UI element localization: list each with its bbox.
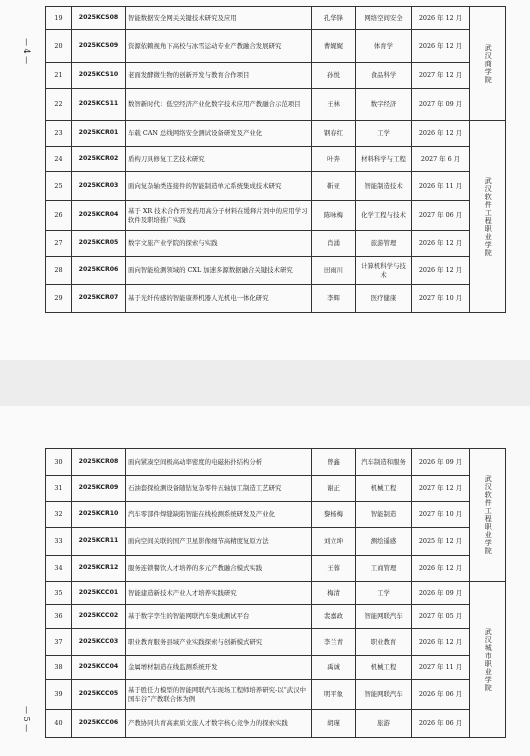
row-number: 30 xyxy=(46,449,72,476)
project-code: 2025KCR11 xyxy=(72,528,126,556)
project-code: 2025KCR10 xyxy=(72,502,126,528)
completion-date: 2026 年 06 月 xyxy=(412,680,470,710)
discipline: 智能制造技术 xyxy=(356,172,412,201)
table-row xyxy=(46,89,506,121)
table-row xyxy=(46,257,506,285)
discipline: 化学工程与技术 xyxy=(356,201,412,231)
project-code: 2025KCC05 xyxy=(72,680,126,710)
project-title: 盾构刀具修复工艺技术研究 xyxy=(126,147,312,172)
project-code: 2025KCS08 xyxy=(72,7,126,30)
project-code: 2025KCR05 xyxy=(72,231,126,257)
project-title: 基于 XR 技术合作开发药用高分子材料在缓释片剂中的应用学习软件及职培推广实践 xyxy=(126,201,312,231)
row-number: 26 xyxy=(46,201,72,231)
completion-date: 2027 年 05 月 xyxy=(412,605,470,629)
project-title: 数字文旅产业学院的探索与实践 xyxy=(126,231,312,257)
project-table-bottom xyxy=(45,448,506,738)
completion-date: 2027 年 10 月 xyxy=(412,285,470,313)
project-title: 基于胜任力模型的智能网联汽车现场工程师培养研究-以“武汉中国车谷”产教联合体为例 xyxy=(126,680,312,710)
project-title: 老面发酵微生物的创新开发与教育合作项目 xyxy=(126,63,312,89)
completion-date: 2026 年 12 月 xyxy=(412,629,470,656)
project-title: 面向空间关联的国产卫星影像细节高精度复原方法 xyxy=(126,528,312,556)
project-title: 数智新时代：低空经济产业化数字技术应用产教融合示范项目 xyxy=(126,89,312,121)
row-number: 19 xyxy=(46,7,72,30)
table-row xyxy=(46,231,506,257)
discipline: 测绘遥感 xyxy=(356,528,412,556)
row-number: 23 xyxy=(46,121,72,147)
project-title: 产教协同共育高素质文旅人才数字核心竞争力的探索实践 xyxy=(126,710,312,738)
discipline: 材料科学与工程 xyxy=(356,147,412,172)
completion-date: 2026 年 09 月 xyxy=(412,582,470,605)
table-row xyxy=(46,710,506,738)
school-name: 武汉软件工程职业学院 xyxy=(470,449,506,582)
row-number: 39 xyxy=(46,680,72,710)
table-row xyxy=(46,449,506,476)
project-leader: 靳亚 xyxy=(312,172,356,201)
school-name: 武汉软件工程职业学院 xyxy=(470,121,506,313)
completion-date: 2026 年 11 月 xyxy=(412,172,470,201)
project-title: 金属增材制造在线监测系统开发 xyxy=(126,656,312,680)
discipline: 网络空间安全 xyxy=(356,7,412,30)
project-code: 2025KCC03 xyxy=(72,629,126,656)
table-row xyxy=(46,63,506,89)
completion-date: 2027 年 10 月 xyxy=(412,502,470,528)
completion-date: 2026 年 12 月 xyxy=(412,121,470,147)
table-row xyxy=(46,121,506,147)
discipline: 智能网联汽车 xyxy=(356,680,412,710)
project-title: 职业教育服务县域产业实践探索与创新模式研究 xyxy=(126,629,312,656)
page-gap xyxy=(0,360,530,406)
completion-date: 2027 年 12 月 xyxy=(412,476,470,502)
completion-date: 2027 年 6 月 xyxy=(412,147,470,172)
row-number: 20 xyxy=(46,30,72,63)
discipline: 工学 xyxy=(356,121,412,147)
project-leader: 田雨川 xyxy=(312,257,356,285)
project-title: 车载 CAN 总线网络安全测试设备研发及产业化 xyxy=(126,121,312,147)
page-number: — 5 — xyxy=(22,706,31,733)
discipline: 体育学 xyxy=(356,30,412,63)
project-title: 汽车零部件焊缝缺陷智能在线检测系统研发及产业化 xyxy=(126,502,312,528)
project-leader: 钢春红 xyxy=(312,121,356,147)
project-leader: 禹诚 xyxy=(312,656,356,680)
completion-date: 2027 年 12 月 xyxy=(412,63,470,89)
discipline: 智能网联汽车 xyxy=(356,605,412,629)
table-row xyxy=(46,556,506,582)
completion-date: 2026 年 09 月 xyxy=(412,449,470,476)
school-name: 武汉城市职业学院 xyxy=(470,582,506,738)
table-row xyxy=(46,172,506,201)
table-row xyxy=(46,201,506,231)
project-title: 服务连锁餐饮人才培养的多元产教融合模式实践 xyxy=(126,556,312,582)
table-row xyxy=(46,30,506,63)
completion-date: 2026 年 06 月 xyxy=(412,710,470,738)
table-row xyxy=(46,502,506,528)
table-row xyxy=(46,7,506,30)
table-row xyxy=(46,629,506,656)
row-number: 35 xyxy=(46,582,72,605)
project-leader: 黎杨梅 xyxy=(312,502,356,528)
project-title: 基于光纤传感的智能康养机器人光机电一体化研究 xyxy=(126,285,312,313)
project-code: 2025KCR08 xyxy=(72,449,126,476)
top-page xyxy=(0,0,530,360)
discipline: 医疗健康 xyxy=(356,285,412,313)
row-number: 32 xyxy=(46,502,72,528)
discipline: 计算机科学与技术 xyxy=(356,257,412,285)
table-row xyxy=(46,528,506,556)
row-number: 24 xyxy=(46,147,72,172)
project-table-top xyxy=(45,6,506,313)
table-row xyxy=(46,476,506,502)
discipline: 工学 xyxy=(356,582,412,605)
discipline: 机械工程 xyxy=(356,656,412,680)
project-code: 2025KCC04 xyxy=(72,656,126,680)
project-leader: 刘立坤 xyxy=(312,528,356,556)
row-number: 22 xyxy=(46,89,72,121)
project-title: 资源依赖视角下高校与冰雪运动专业产教融合发展研究 xyxy=(126,30,312,63)
table-row xyxy=(46,147,506,172)
project-code: 2025KCC02 xyxy=(72,605,126,629)
project-code: 2025KCR07 xyxy=(72,285,126,313)
discipline: 智能制造 xyxy=(356,502,412,528)
project-title: 智能建造新技术产业人才培养实践研究 xyxy=(126,582,312,605)
table-row xyxy=(46,605,506,629)
completion-date: 2026 年 12 月 xyxy=(412,231,470,257)
project-code: 2025KCR02 xyxy=(72,147,126,172)
discipline: 食品科学 xyxy=(356,63,412,89)
project-code: 2025KCR01 xyxy=(72,121,126,147)
project-code: 2025KCS11 xyxy=(72,89,126,121)
project-leader: 陈咏梅 xyxy=(312,201,356,231)
project-leader: 梅清 xyxy=(312,582,356,605)
project-leader: 孙悦 xyxy=(312,63,356,89)
completion-date: 2027 年 11 月 xyxy=(412,656,470,680)
completion-date: 2027 年 09 月 xyxy=(412,89,470,121)
project-leader: 谢正 xyxy=(312,476,356,502)
project-code: 2025KCS09 xyxy=(72,30,126,63)
completion-date: 2025 年 12 月 xyxy=(412,528,470,556)
row-number: 38 xyxy=(46,656,72,680)
completion-date: 2026 年 12 月 xyxy=(412,556,470,582)
completion-date: 2026 年 12 月 xyxy=(412,257,470,285)
project-leader: 孔华锋 xyxy=(312,7,356,30)
project-code: 2025KCR04 xyxy=(72,201,126,231)
discipline: 数字经济 xyxy=(356,89,412,121)
row-number: 27 xyxy=(46,231,72,257)
row-number: 31 xyxy=(46,476,72,502)
table-row xyxy=(46,680,506,710)
row-number: 21 xyxy=(46,63,72,89)
project-title: 基于数字孪生的智能网联汽车集成测试平台 xyxy=(126,605,312,629)
project-leader: 肖涌 xyxy=(312,231,356,257)
row-number: 25 xyxy=(46,172,72,201)
row-number: 33 xyxy=(46,528,72,556)
table-row xyxy=(46,285,506,313)
completion-date: 2027 年 06 月 xyxy=(412,201,470,231)
table-row xyxy=(46,582,506,605)
discipline: 旅游管理 xyxy=(356,231,412,257)
page-number: — 4 — xyxy=(22,38,31,65)
project-leader: 曹娓娓 xyxy=(312,30,356,63)
bottom-page xyxy=(0,406,530,756)
project-leader: 叶奔 xyxy=(312,147,356,172)
row-number: 34 xyxy=(46,556,72,582)
discipline: 机械工程 xyxy=(356,476,412,502)
project-code: 2025KCR03 xyxy=(72,172,126,201)
school-name: 武汉商学院 xyxy=(470,7,506,121)
project-leader: 明平象 xyxy=(312,680,356,710)
discipline: 职业教育 xyxy=(356,629,412,656)
project-leader: 李兰青 xyxy=(312,629,356,656)
discipline: 工商管理 xyxy=(356,556,412,582)
project-leader: 裴嘉政 xyxy=(312,605,356,629)
project-code: 2025KCR12 xyxy=(72,556,126,582)
project-leader: 王林 xyxy=(312,89,356,121)
row-number: 40 xyxy=(46,710,72,738)
project-leader: 曾鑫 xyxy=(312,449,356,476)
project-leader: 胡瑾 xyxy=(312,710,356,738)
discipline: 汽车制造和服务 xyxy=(356,449,412,476)
project-code: 2025KCC06 xyxy=(72,710,126,738)
table-row xyxy=(46,656,506,680)
project-code: 2025KCR06 xyxy=(72,257,126,285)
row-number: 29 xyxy=(46,285,72,313)
row-number: 36 xyxy=(46,605,72,629)
project-title: 石油套探检测设备随钻复杂零件五轴加工制造工艺研究 xyxy=(126,476,312,502)
row-number: 28 xyxy=(46,257,72,285)
row-number: 37 xyxy=(46,629,72,656)
completion-date: 2026 年 12 月 xyxy=(412,30,470,63)
project-code: 2025KCC01 xyxy=(72,582,126,605)
discipline: 旅游 xyxy=(356,710,412,738)
project-title: 面向复杂轴类连接件的智能制造单元系统集成技术研究 xyxy=(126,172,312,201)
project-title: 面向智能检测领域的 CXL 加速多源数据融合关键技术研究 xyxy=(126,257,312,285)
project-title: 智能数据安全网关关键技术研究及应用 xyxy=(126,7,312,30)
project-title: 面向紧凑空间极高动率密度的电磁拓扑结构分析 xyxy=(126,449,312,476)
completion-date: 2026 年 12 月 xyxy=(412,7,470,30)
project-leader: 王蓉 xyxy=(312,556,356,582)
project-leader: 李辉 xyxy=(312,285,356,313)
project-code: 2025KCS10 xyxy=(72,63,126,89)
project-code: 2025KCR09 xyxy=(72,476,126,502)
